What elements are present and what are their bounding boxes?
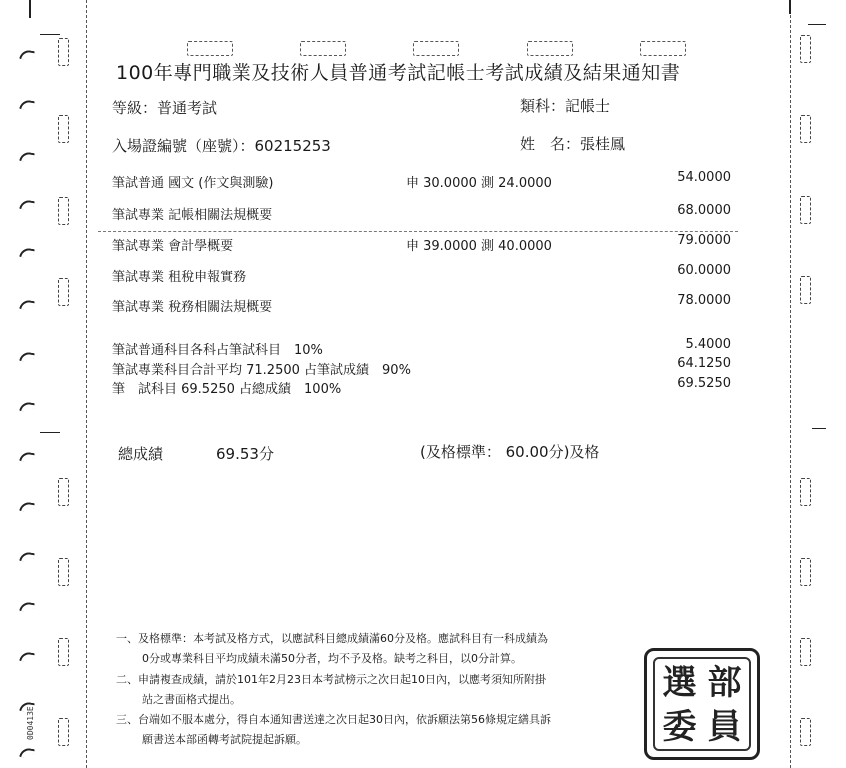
margin-mark — [19, 247, 35, 259]
subject-score: 79.0000 — [677, 233, 731, 248]
margin-mark — [19, 651, 35, 663]
sprocket-hole — [58, 278, 69, 306]
perforation-rule — [98, 231, 738, 232]
margin-mark — [19, 451, 35, 463]
margin-mark — [19, 501, 35, 513]
subject-label: 筆試專業 稅務相關法規概要 — [112, 300, 273, 315]
sprocket-hole — [58, 718, 69, 746]
title-box-mark — [527, 41, 573, 56]
margin-mark — [19, 199, 35, 211]
note-line: 一、及格標準：本考試及格方式，以應試科目總成績滿60分及格。應試科目有一科成績為 — [116, 632, 548, 645]
sprocket-hole — [800, 638, 811, 666]
exam-level: 等級：普通考試 — [112, 99, 218, 117]
subject-score: 54.0000 — [677, 170, 731, 185]
seal-characters — [657, 661, 747, 747]
sprocket-hole — [800, 115, 811, 143]
margin-tick — [40, 34, 60, 35]
subject-score: 68.0000 — [677, 203, 731, 218]
summary-score: 64.1250 — [677, 356, 731, 371]
sprocket-hole — [58, 197, 69, 225]
summary-text: 筆試普通科目各科占筆試科目 10% — [112, 343, 323, 358]
margin-mark — [19, 99, 35, 111]
margin-mark — [19, 601, 35, 613]
sprocket-hole — [58, 38, 69, 66]
sprocket-hole — [800, 558, 811, 586]
margin-tick — [808, 24, 826, 25]
admission-number: 入場證編號（座號）：60215253 — [112, 137, 331, 155]
seal-char: 部 — [707, 663, 742, 703]
seal-char: 委 — [662, 707, 697, 747]
document-title: 100年專門職業及技術人員普通考試記帳士考試成績及結果通知書 — [116, 62, 681, 84]
margin-mark — [19, 49, 35, 61]
title-box-mark — [187, 41, 233, 56]
sprocket-hole — [800, 196, 811, 224]
sprocket-hole — [800, 718, 811, 746]
subject-label: 筆試專業 租稅申報實務 — [112, 270, 247, 285]
note-line: 願書送本部函轉考試院提起訴願。 — [142, 733, 307, 746]
total-value: 69.53分 — [216, 445, 274, 463]
exam-category: 類科：記帳士 — [520, 97, 611, 115]
margin-mark — [19, 151, 35, 163]
subject-label: 筆試專業 記帳相關法規概要 — [112, 208, 273, 223]
sprocket-hole — [58, 558, 69, 586]
sprocket-hole — [800, 276, 811, 304]
sprocket-hole — [58, 115, 69, 143]
margin-tick — [40, 432, 60, 433]
total-label: 總成績 — [118, 445, 164, 463]
margin-mark — [19, 351, 35, 363]
subject-detail: 申 30.0000 測 24.0000 — [406, 176, 552, 191]
summary-text: 筆試專業科目合計平均 71.2500 占筆試成績 90% — [112, 363, 411, 378]
margin-tick — [789, 0, 791, 14]
summary-score: 5.4000 — [685, 337, 731, 352]
seal-char: 員 — [707, 707, 742, 747]
subject-label: 筆試專業 會計學概要 — [112, 239, 234, 254]
note-line: 站之書面格式提出。 — [142, 693, 241, 706]
margin-mark — [19, 747, 35, 759]
margin-code: 0D0413E — [26, 706, 35, 740]
margin-mark — [19, 551, 35, 563]
subject-score: 78.0000 — [677, 293, 731, 308]
right-perforation-line — [790, 0, 791, 768]
title-box-mark — [413, 41, 459, 56]
summary-score: 69.5250 — [677, 376, 731, 391]
subject-label: 筆試普通 國文 (作文與測驗) — [112, 176, 274, 191]
official-seal — [644, 648, 760, 760]
left-perforation-line — [86, 0, 87, 768]
note-line: 二、申請複查成績，請於101年2月23日本考試榜示之次日起10日內，以應考須知所附掛 — [116, 673, 546, 686]
subject-detail: 申 39.0000 測 40.0000 — [406, 239, 552, 254]
sprocket-hole — [800, 478, 811, 506]
seal-char: 選 — [662, 663, 697, 703]
summary-text: 筆 試科目 69.5250 占總成績 100% — [112, 382, 342, 397]
sprocket-hole — [58, 478, 69, 506]
title-box-mark — [640, 41, 686, 56]
subject-score: 60.0000 — [677, 263, 731, 278]
pass-standard: (及格標準： 60.00分)及格 — [420, 443, 600, 461]
note-line: 三、台端如不服本處分，得自本通知書送達之次日起30日內，依訴願法第56條規定繕具訴 — [116, 713, 551, 726]
note-line: 0分或專業科目平均成績未滿50分者，均不予及格。缺考之科目，以0分計算。 — [142, 652, 522, 665]
margin-mark — [19, 299, 35, 311]
margin-tick — [812, 428, 826, 429]
margin-mark — [19, 401, 35, 413]
sprocket-hole — [58, 638, 69, 666]
title-box-mark — [300, 41, 346, 56]
candidate-name: 姓 名：張桂鳳 — [520, 135, 626, 153]
sprocket-hole — [800, 35, 811, 63]
margin-tick — [29, 0, 31, 18]
